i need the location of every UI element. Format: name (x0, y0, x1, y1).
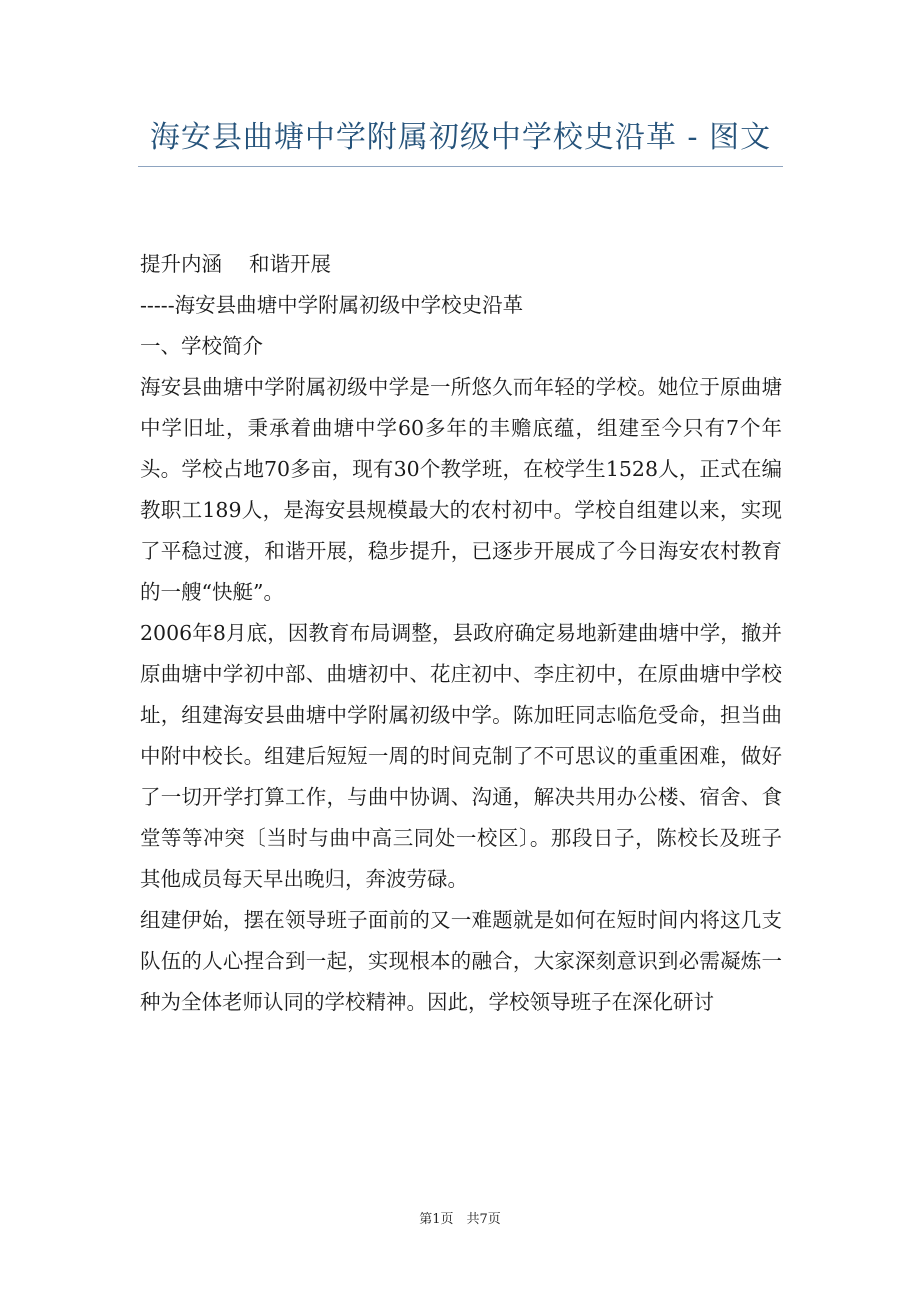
document-title: 海安县曲塘中学附属初级中学校史沿革 - 图文 (149, 120, 772, 155)
subtitle-history-line: -----海安县曲塘中学附属初级中学校史沿革 (140, 293, 524, 317)
paragraph-2006: 2006年8月底，因教育布局调整，县政府确定易地新建曲塘中学，撤并原曲塘中学初中部、曲塘初中、花庄初中、李庄初中，在原曲塘中学校址，组建海安县曲塘中学附属初级中学。陈加旺同志临危受命，担当曲中附中校长。组建后短短一周的时间克制了不可思议的重重困难，做好了一切开学打算工作，与曲中协调、沟通，解决共用办公楼、宿舍、食堂等等冲突〔当时与曲中高三同处一校区〕。那段日子，陈校长及班子其他成员每天早出晚归，奔波劳碌。 (140, 621, 782, 891)
section-heading: 一、学校简介 (140, 334, 263, 358)
subtitle-line: 提升内涵 和谐开展 (140, 252, 332, 276)
document-body (140, 244, 782, 1023)
title-underline (138, 166, 783, 167)
paragraph-intro: 海安县曲塘中学附属初级中学是一所悠久而年轻的学校。她位于原曲塘中学旧址，秉承着曲塘中学60多年的丰赡底蕴，组建至今只有7个年头。学校占地70多亩，现有30个教学班，在校学生1528人，正式在编教职工189人，是海安县规模最大的农村初中。学校自组建以来，实现了平稳过渡，和谐开展，稳步提升，已逐步开展成了今日海安农村教育的一艘“快艇”。 (140, 375, 782, 604)
page-footer: 第1页 共7页 (419, 1212, 501, 1227)
paragraph-founding: 组建伊始，摆在领导班子面前的又一难题就是如何在短时间内将这几支队伍的人心捏合到一起，实现根本的融合，大家深刻意识到必需凝炼一种为全体老师认同的学校精神。因此，学校领导班子在深化研讨 (140, 908, 782, 1014)
